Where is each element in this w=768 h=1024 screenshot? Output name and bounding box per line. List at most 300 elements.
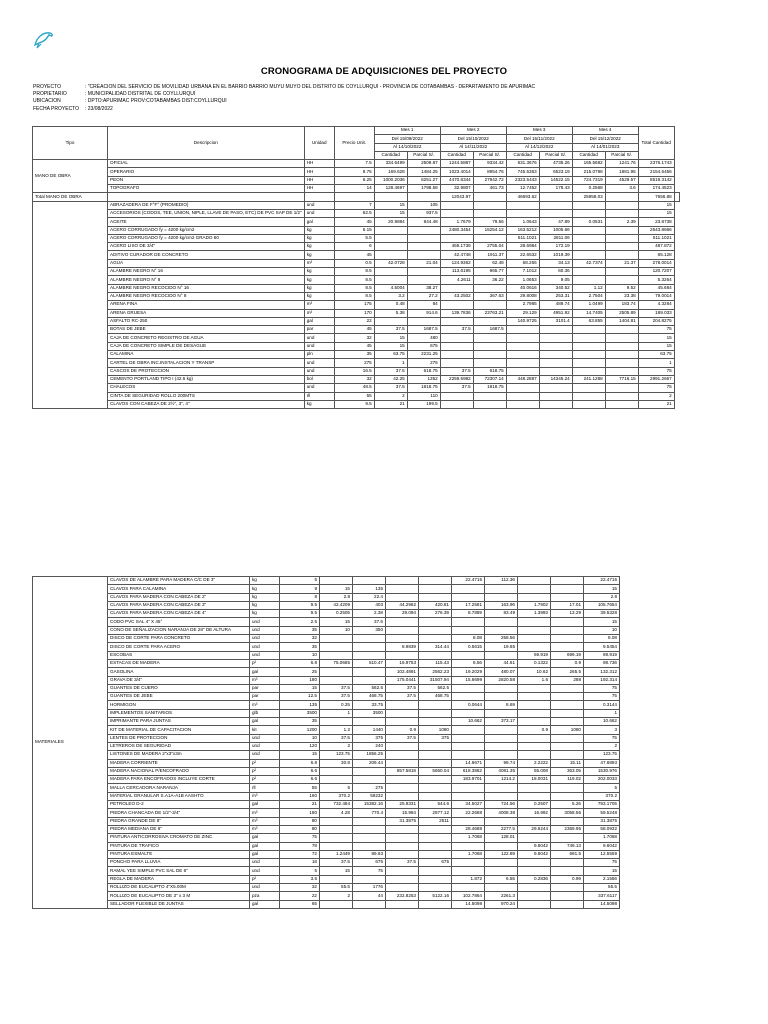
table-row — [33, 185, 680, 193]
item-total-quantity: 23.8738 — [638, 218, 674, 226]
m2-quantity — [386, 585, 419, 593]
item-unit-price: 8.5 — [334, 276, 374, 284]
m1-quantity: 2 — [320, 892, 353, 900]
table-row — [33, 718, 620, 726]
m2-partial: 27942.72 — [473, 176, 506, 184]
m3-partial — [539, 326, 572, 334]
m2-quantity: 42.4748 — [440, 251, 473, 259]
item-total-quantity: 0.3144 — [584, 701, 620, 709]
item-unit: m³ — [304, 309, 334, 317]
m2-partial — [419, 718, 452, 726]
m1-partial: 3500 — [353, 709, 386, 717]
m1-quantity: 0.48 — [374, 301, 407, 309]
m2-quantity: 37.5 — [386, 859, 419, 867]
m2-partial — [473, 351, 506, 359]
m2-partial: 72307.14 — [473, 375, 506, 383]
m4-quantity — [518, 784, 551, 792]
m1-partial: 1352 — [407, 375, 440, 383]
item-description: SELLADOR FLEXIBLE DE JUNTAS — [108, 900, 250, 908]
table-row — [33, 593, 620, 601]
item-description: ESTACAS DE MADERA — [108, 659, 250, 667]
m2-quantity: 16.9753 — [386, 659, 419, 667]
item-description: CASCOS DE PROTECCION — [108, 367, 305, 375]
m4-quantity: 16.992 — [518, 809, 551, 817]
m2-quantity — [386, 577, 419, 585]
item-total-quantity: 3 — [584, 726, 620, 734]
m1-partial — [353, 842, 386, 850]
m4-quantity — [518, 718, 551, 726]
table-row — [33, 577, 620, 585]
item-description: ALAMBRE NEGRO N° 8 — [108, 276, 305, 284]
item-total-quantity: 75 — [584, 684, 620, 692]
table-row — [33, 759, 620, 767]
m3-quantity — [506, 359, 539, 367]
item-unit: und — [250, 867, 280, 875]
m3-partial: 172.19 — [539, 243, 572, 251]
m4-partial — [551, 684, 584, 692]
table-row — [33, 834, 620, 842]
m4-quantity: 0.1322 — [518, 659, 551, 667]
m2-partial: 420.81 — [419, 601, 452, 609]
m2-partial: 468.75 — [419, 693, 452, 701]
m1-partial — [407, 268, 440, 276]
m2-quantity — [440, 400, 473, 408]
m4-quantity: 69.919 — [518, 651, 551, 659]
m4-quantity: 1.7902 — [518, 601, 551, 609]
m1-partial: 75 — [353, 867, 386, 875]
m2-partial — [473, 334, 506, 342]
item-total-quantity: 69.919 — [584, 651, 620, 659]
table-row — [33, 701, 620, 709]
table-row — [33, 209, 680, 217]
m3-quantity: 28.6984 — [506, 243, 539, 251]
m1-partial — [353, 718, 386, 726]
m2-partial: 1687.5 — [473, 326, 506, 334]
m1-quantity — [374, 268, 407, 276]
item-unit: par — [304, 326, 334, 334]
col-header-descripcion: Descripcion — [108, 127, 305, 160]
m3-partial — [539, 400, 572, 408]
m4-quantity: 2.7504 — [572, 292, 605, 300]
m2-quantity — [386, 718, 419, 726]
m4-quantity: 241.1288 — [572, 375, 605, 383]
m1-partial — [407, 251, 440, 259]
table-row — [33, 251, 680, 259]
item-unit: und — [304, 367, 334, 375]
item-total-quantity: 63.75 — [638, 351, 674, 359]
item-description: IMPRIMANTE PARA JUNTAS — [108, 718, 250, 726]
item-total-quantity: 4.3284 — [638, 301, 674, 309]
m4-partial — [605, 384, 638, 392]
table-row — [33, 726, 620, 734]
m1-quantity — [374, 226, 407, 234]
item-unit: kg — [250, 610, 280, 618]
category-mano-de-obra: MANO DE OBRA — [33, 160, 108, 193]
item-total-quantity: 79.0014 — [638, 292, 674, 300]
empty-cell — [304, 193, 334, 201]
item-total-quantity: 75 — [584, 734, 620, 742]
empty-cell — [605, 193, 638, 201]
m2-partial: 2877.12 — [419, 809, 452, 817]
m2-quantity — [440, 301, 473, 309]
m3-quantity: 14.6671 — [452, 759, 485, 767]
m1-partial: 275 — [407, 359, 440, 367]
col-header-parcial: Parcial S/. — [473, 151, 506, 159]
m4-quantity — [518, 701, 551, 709]
m3-quantity: 618.3862 — [452, 767, 485, 775]
m4-partial — [551, 701, 584, 709]
item-total-quantity: 75 — [638, 384, 674, 392]
item-total-quantity: 65.128 — [638, 251, 674, 259]
m1-partial: 468.75 — [353, 693, 386, 701]
item-unit-price: 5 — [280, 577, 320, 585]
m2-partial — [419, 751, 452, 759]
m2-quantity: 459.1736 — [440, 243, 473, 251]
table-row — [33, 850, 620, 858]
m4-partial — [605, 243, 638, 251]
m3-quantity: 68.265 — [506, 259, 539, 267]
m1-quantity: 4.28 — [320, 809, 353, 817]
m2-quantity: 102.4891 — [386, 668, 419, 676]
item-unit-price: 8 — [280, 593, 320, 601]
item-total-quantity: 487.872 — [638, 243, 674, 251]
m1-quantity — [320, 817, 353, 825]
item-total-quantity: 370.2 — [584, 792, 620, 800]
item-unit: kit — [250, 726, 280, 734]
m3-quantity: 40.0616 — [506, 284, 539, 292]
m3-partial — [539, 201, 572, 209]
m3-partial — [485, 751, 518, 759]
m3-quantity — [452, 651, 485, 659]
m2-partial: 1080 — [419, 726, 452, 734]
m4-partial — [551, 643, 584, 651]
item-unit-price: 180 — [280, 809, 320, 817]
m2-quantity — [386, 875, 419, 883]
m4-quantity: 29.6244 — [518, 825, 551, 833]
m3-quantity: 448.2887 — [506, 375, 539, 383]
item-description: CLAVOS CON CABEZA DE 2½", 3", 4" — [108, 400, 305, 408]
item-unit-price: 275 — [334, 359, 374, 367]
m1-quantity: 1000.2036 — [374, 176, 407, 184]
m3-quantity — [506, 326, 539, 334]
item-description: ARENA FINA — [108, 301, 305, 309]
m3-quantity: 22.4715 — [452, 577, 485, 585]
item-unit: HH — [304, 168, 334, 176]
item-unit-price: 35 — [334, 351, 374, 359]
item-description: IMPLEMENTOS SANITARIOS — [108, 709, 250, 717]
item-total-quantity: 337.6117 — [584, 892, 620, 900]
m3-partial — [485, 734, 518, 742]
m4-quantity: 0.2568 — [572, 185, 605, 193]
m3-partial — [539, 351, 572, 359]
month-to: Al 14/01/2023 — [572, 143, 638, 151]
item-unit: und — [250, 859, 280, 867]
m2-quantity — [440, 334, 473, 342]
item-description: CLAVOS PARA CALAMINA — [108, 585, 250, 593]
table-row — [33, 218, 680, 226]
table-row — [33, 643, 620, 651]
m3-partial — [485, 792, 518, 800]
item-total-quantity: 75 — [584, 693, 620, 701]
m2-partial — [473, 400, 506, 408]
item-description: GRAVA DE 3/4" — [108, 676, 250, 684]
col-header-cantidad: Cantidad — [374, 151, 407, 159]
m1-quantity — [320, 635, 353, 643]
m4-quantity — [572, 342, 605, 350]
table-row — [33, 342, 680, 350]
empty-cell — [334, 193, 374, 201]
item-description: CINTA DE SEGURIDAD ROLLO 200MTS — [108, 392, 305, 400]
m1-quantity: 169.628 — [374, 168, 407, 176]
m1-partial: 21.04 — [407, 259, 440, 267]
m4-partial — [551, 585, 584, 593]
m1-partial — [353, 668, 386, 676]
m3-quantity: 102.7864 — [452, 892, 485, 900]
item-total-quantity: 75 — [638, 326, 674, 334]
item-unit: rll — [250, 784, 280, 792]
item-total-quantity: 39.5328 — [584, 610, 620, 618]
col-header-parcial: Parcial S/. — [539, 151, 572, 159]
m2-quantity: 4470.8344 — [440, 176, 473, 184]
item-unit-price: 9.5 — [280, 601, 320, 609]
item-total-quantity: 2154.6456 — [638, 168, 674, 176]
m4-partial: 15.11 — [551, 759, 584, 767]
item-unit-price: 80 — [280, 825, 320, 833]
info-row — [33, 98, 535, 105]
m2-quantity: 1023.4014 — [440, 168, 473, 176]
table-row — [33, 392, 680, 400]
item-unit-price: 9 — [280, 585, 320, 593]
item-unit-price: 8.5 — [334, 292, 374, 300]
m2-partial: 618.75 — [473, 367, 506, 375]
m2-partial: 562.5 — [419, 684, 452, 692]
table-row — [33, 892, 620, 900]
m4-partial — [551, 867, 584, 875]
item-unit-price: 45 — [334, 342, 374, 350]
item-unit-price: 32 — [334, 334, 374, 342]
item-unit: gal — [250, 842, 280, 850]
m1-partial — [353, 776, 386, 784]
item-total-quantity: 15 — [584, 618, 620, 626]
empty-cell — [407, 193, 440, 201]
m2-partial: 36.22 — [473, 276, 506, 284]
m1-partial: 37.5 — [353, 618, 386, 626]
m4-quantity: 0.9 — [518, 726, 551, 734]
m2-quantity — [440, 209, 473, 217]
m2-partial — [419, 883, 452, 891]
table-row — [33, 367, 680, 375]
m3-partial — [485, 593, 518, 601]
m4-partial — [605, 359, 638, 367]
month-header: Mes 4 — [572, 127, 638, 135]
m4-quantity — [518, 859, 551, 867]
table-row — [33, 243, 680, 251]
item-description: CLAVOS PARA MADERA CON CABEZA DE 4" — [108, 610, 250, 618]
m3-quantity: 29.8008 — [506, 292, 539, 300]
m4-quantity — [518, 792, 551, 800]
m1-quantity: 42.0728 — [374, 259, 407, 267]
item-unit-price: 15 — [280, 751, 320, 759]
m3-quantity: 14.5098 — [452, 900, 485, 908]
item-total-quantity: 202.0033 — [584, 776, 620, 784]
m1-partial — [353, 767, 386, 775]
item-description: GASOLINA — [108, 668, 250, 676]
item-description: ALAMBRE NEGRO N° 16 — [108, 268, 305, 276]
m2-partial — [419, 626, 452, 634]
m3-quantity — [506, 384, 539, 392]
item-unit-price: 62.5 — [334, 209, 374, 217]
m3-partial: 724.56 — [485, 801, 518, 809]
item-unit: p² — [250, 659, 280, 667]
item-description: MADERA PARA ENCOFRADOS INCLUYE CORTE — [108, 776, 250, 784]
m2-quantity: 8.9839 — [386, 643, 419, 651]
item-unit-price: 8.5 — [334, 284, 374, 292]
m1-partial: 105 — [407, 201, 440, 209]
item-unit-price: 160 — [280, 792, 320, 800]
m4-partial: 23.38 — [605, 292, 638, 300]
item-description: LENTES DE PROTECCION — [108, 734, 250, 742]
empty-cell — [108, 193, 305, 201]
item-total-quantity: 2376.1743 — [638, 160, 674, 168]
m3-partial — [539, 367, 572, 375]
item-description: PINTURA ESMALTE — [108, 850, 250, 858]
m1-partial — [353, 635, 386, 643]
item-unit: und — [250, 618, 280, 626]
item-total-quantity: 2.1556 — [584, 875, 620, 883]
m4-quantity: 18.0031 — [518, 776, 551, 784]
item-total-quantity: 75 — [584, 859, 620, 867]
m2-partial — [419, 875, 452, 883]
m4-partial — [605, 351, 638, 359]
item-unit-price: 45 — [334, 251, 374, 259]
item-unit: m³ — [304, 259, 334, 267]
m1-quantity: 21 — [374, 400, 407, 408]
m4-quantity: 14.7405 — [572, 309, 605, 317]
m1-quantity — [320, 834, 353, 842]
m3-partial — [485, 684, 518, 692]
m2-quantity: 124.9362 — [440, 259, 473, 267]
item-unit: kg — [250, 593, 280, 601]
item-unit-price: 48.5 — [334, 384, 374, 392]
m2-quantity: 32.9807 — [440, 185, 473, 193]
month-header: Mes 2 — [440, 127, 506, 135]
m2-quantity: 0.9 — [386, 726, 419, 734]
schedule-table-page-2 — [32, 576, 620, 909]
item-total-quantity: 1530.976 — [584, 767, 620, 775]
m1-quantity: 5 — [320, 784, 353, 792]
item-total-quantity: 2.8 — [584, 593, 620, 601]
m4-quantity: 63.855 — [572, 317, 605, 325]
m3-quantity: 7.1012 — [506, 268, 539, 276]
m3-partial — [485, 817, 518, 825]
m2-partial: 276.39 — [419, 610, 452, 618]
m1-partial: 275 — [353, 784, 386, 792]
m3-quantity — [452, 593, 485, 601]
m1-quantity — [320, 842, 353, 850]
table-row — [33, 359, 680, 367]
m1-partial: 33.75 — [353, 701, 386, 709]
m2-partial — [419, 635, 452, 643]
m3-partial: 3101.4 — [539, 317, 572, 325]
m1-quantity: 334.6499 — [374, 160, 407, 168]
m1-partial — [353, 651, 386, 659]
table-row — [33, 201, 680, 209]
subtotal-row — [33, 193, 680, 201]
item-unit: HH — [304, 185, 334, 193]
m2-quantity — [386, 751, 419, 759]
m1-partial: 944.48 — [407, 218, 440, 226]
m2-partial: 367.63 — [473, 292, 506, 300]
item-unit-price: 8.75 — [334, 168, 374, 176]
item-unit: und — [250, 734, 280, 742]
m4-quantity: 0.2836 — [518, 875, 551, 883]
item-unit-price: 7 — [334, 201, 374, 209]
item-description: DISCO DE CORTE PARA CONCRETO — [108, 635, 250, 643]
m4-partial — [605, 251, 638, 259]
m1-partial: 510.47 — [353, 659, 386, 667]
m4-quantity — [572, 268, 605, 276]
schedule-table-page-1 — [32, 126, 680, 409]
item-description: PIEDRA MEDIANA DE 6" — [108, 825, 250, 833]
m3-quantity — [452, 859, 485, 867]
item-description: ACERO CORRUGADO fy = 4200 kg/cm2 GRADO 60 — [108, 234, 305, 242]
m2-quantity — [440, 284, 473, 292]
m2-partial — [419, 784, 452, 792]
m2-partial: 2562.23 — [419, 668, 452, 676]
m3-partial: 1214.2 — [485, 776, 518, 784]
item-description: CLAVOS DE ALAMBRE PARA MADERA C/C DE 3" — [108, 577, 250, 585]
table-row — [33, 651, 620, 659]
m1-partial — [353, 825, 386, 833]
m4-quantity — [518, 900, 551, 908]
item-description: OFICIAL — [108, 160, 305, 168]
table-row — [33, 776, 620, 784]
m1-quantity: 128.4697 — [374, 185, 407, 193]
m3-partial — [485, 883, 518, 891]
m2-partial: 1818.75 — [473, 384, 506, 392]
m2-quantity — [386, 834, 419, 842]
m1-quantity: 20.9884 — [374, 218, 407, 226]
table-row — [33, 684, 620, 692]
item-unit: m³ — [250, 817, 280, 825]
month-to: Al 14/10/2022 — [374, 143, 440, 151]
m2-partial: 115.43 — [419, 659, 452, 667]
item-description: PIEDRA CHANCADA DE 1/2"-3/4" — [108, 809, 250, 817]
item-unit-price: 55 — [334, 392, 374, 400]
item-unit-price: 2.5 — [280, 618, 320, 626]
m4-partial — [605, 392, 638, 400]
m3-partial — [485, 784, 518, 792]
item-unit: gal — [250, 850, 280, 858]
item-total-quantity: 1.7068 — [584, 834, 620, 842]
info-row — [33, 106, 535, 113]
m1-quantity: 1 — [374, 359, 407, 367]
item-total-quantity: 1 — [584, 709, 620, 717]
m1-quantity: 30.8 — [320, 759, 353, 767]
table-row — [33, 400, 680, 408]
category-materiales: MATERIALES — [33, 577, 108, 909]
item-unit: pza — [250, 892, 280, 900]
item-unit: und — [250, 883, 280, 891]
m3-partial: 8.69 — [485, 701, 518, 709]
m1-partial — [353, 676, 386, 684]
table-row — [33, 168, 680, 176]
m2-partial — [473, 209, 506, 217]
m3-quantity — [506, 201, 539, 209]
item-unit: m³ — [304, 301, 334, 309]
table-row — [33, 276, 680, 284]
m1-partial: 44 — [353, 892, 386, 900]
